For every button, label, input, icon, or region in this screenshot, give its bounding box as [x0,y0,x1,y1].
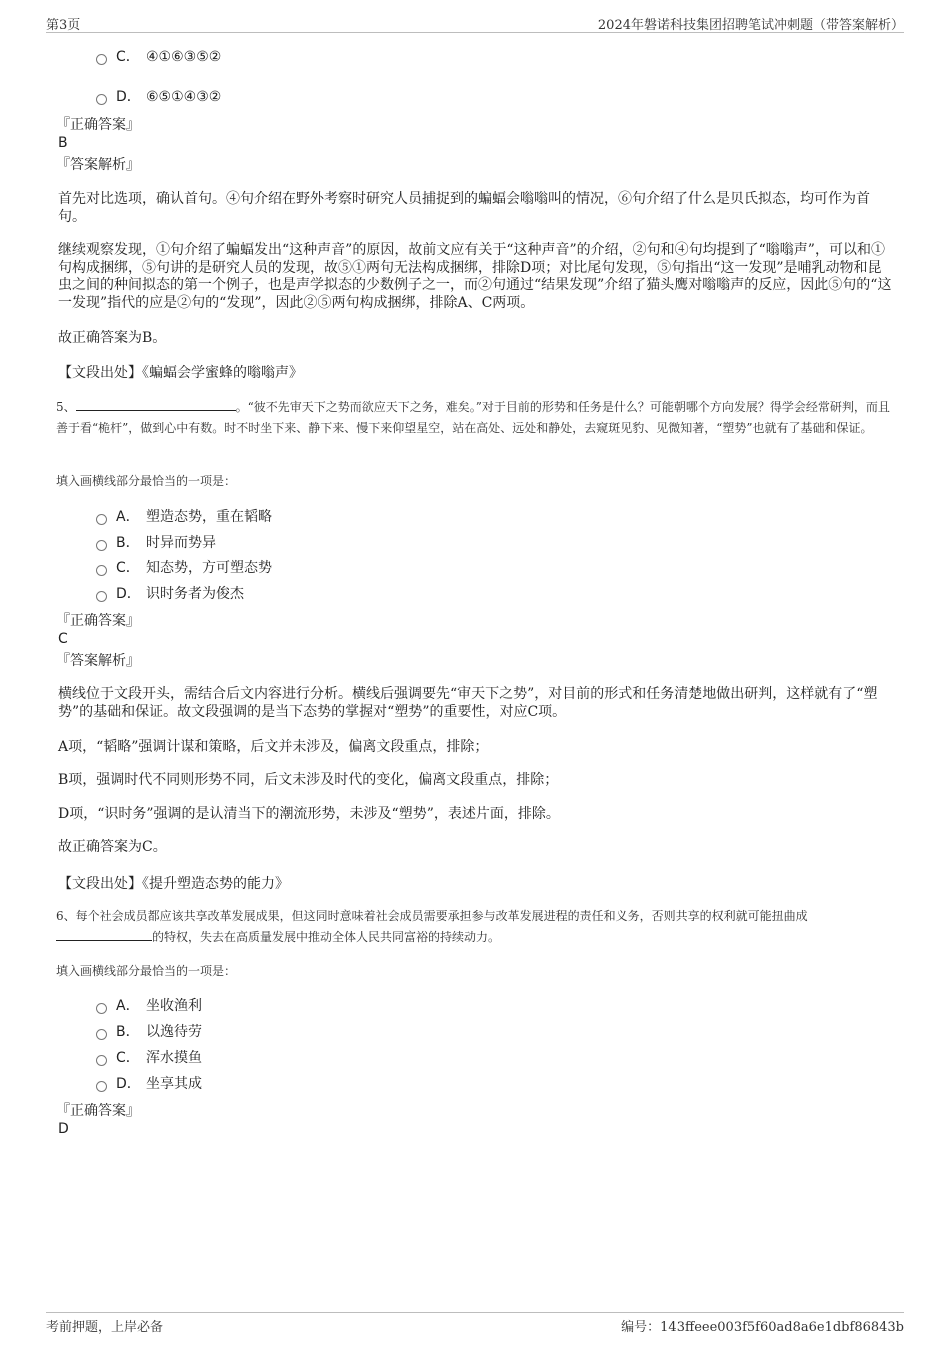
fill-blank [76,398,236,411]
analysis-paragraph: 首先对比选项，确认首句。④句介绍在野外考察时研究人员捕捉到的蝙蝠会嗡嗡叫的情况，⑥句介绍了什么是贝氏拟态，均可作为首句。 [58,191,870,225]
radio-icon[interactable] [96,54,107,65]
q4-option-c[interactable]: C． ④①⑥③⑤② [96,47,221,67]
q6-option-c[interactable]: C． 浑水摸鱼 [96,1048,202,1068]
q6-option-d[interactable]: D． 坐享其成 [96,1074,202,1094]
answer-label: 『正确答案』 [56,117,140,133]
q5-option-a[interactable]: A． 塑造态势，重在韬略 [96,507,272,527]
answer-label: 『正确答案』 [56,1103,140,1119]
question-hint: 填入画横线部分最恰当的一项是： [56,964,237,978]
q5-option-c[interactable]: C． 知态势，方可塑态势 [96,558,272,578]
source-citation: 【文段出处】《提升塑造态势的能力》 [58,876,289,892]
radio-icon[interactable] [96,1003,107,1014]
radio-icon[interactable] [96,1081,107,1092]
question-stem: 6、每个社会成员都应该共享改革发展成果，但这同时意味着社会成员需要承担参与改革发展进程的责任和义务，否则共享的权利就可能扭曲成的特权，失去在高质量发展中推动全体人民共同富裕的持续动力。 [56,909,808,944]
analysis-paragraph: D项，“识时务”强调的是认清当下的潮流形势，未涉及“塑势”，表述片面，排除。 [58,806,560,822]
radio-icon[interactable] [96,1055,107,1066]
q5-option-b[interactable]: B． 时异而势异 [96,533,216,553]
q6-option-b[interactable]: B． 以逸待劳 [96,1022,202,1042]
analysis-conclusion: 故正确答案为B。 [58,330,167,346]
analysis-paragraph: 横线位于文段开头，需结合后文内容进行分析。横线后强调要先“审天下之势”，对目前的形式和任务清楚地做出研判，这样就有了“塑势”的基础和保证。故文段强调的是当下态势的掌握对“塑势”的重要性，对应C项。 [58,686,878,720]
radio-icon[interactable] [96,565,107,576]
analysis-label: 『答案解析』 [56,157,140,173]
answer-value: B [58,135,68,151]
source-citation: 【文段出处】《蝙蝠会学蜜蜂的嗡嗡声》 [58,365,303,381]
q5-option-d[interactable]: D． 识时务者为俊杰 [96,584,244,604]
radio-icon[interactable] [96,591,107,602]
question-stem: 5、 。“彼不先审天下之势而欲应天下之务，难矣。”对于目前的形势和任务是什么？可能朝哪个方向发展？得学会经常研判，而且善于看“桅杆”，做到心中有数。时不时坐下来、静下来、慢下来仰望星空，站在高处、远处和静处，去窥斑见豹、见微知著，“塑势”也就有了基础和保证。 [56,400,890,435]
question-hint: 填入画横线部分最恰当的一项是： [56,474,237,488]
q6-option-a[interactable]: A． 坐收渔利 [96,996,202,1016]
answer-value: D [58,1121,69,1137]
analysis-conclusion: 故正确答案为C。 [58,839,167,855]
analysis-paragraph: A项，“韬略”强调计谋和策略，后文并未涉及，偏离文段重点，排除； [58,739,489,755]
answer-label: 『正确答案』 [56,613,140,629]
analysis-paragraph: B项，强调时代不同则形势不同，后文未涉及时代的变化，偏离文段重点，排除； [58,772,559,788]
answer-value: C [58,631,68,647]
footer-slogan: 考前押题，上岸必备 [46,1320,164,1335]
radio-icon[interactable] [96,1029,107,1040]
page-header [46,14,904,33]
radio-icon[interactable] [96,540,107,551]
fill-blank [56,928,152,941]
radio-icon[interactable] [96,94,107,105]
radio-icon[interactable] [96,514,107,525]
analysis-label: 『答案解析』 [56,653,140,669]
page-footer [46,1312,904,1335]
document-id: 编号：143ffeee003f5f60ad8a6e1dbf86843b [621,1320,904,1335]
q4-option-d[interactable]: D． ⑥⑤①④③② [96,87,221,107]
page-number: 第3页 [46,18,81,33]
document-title: 2024年磐诺科技集团招聘笔试冲刺题（带答案解析） [597,18,904,33]
analysis-paragraph: 继续观察发现，①句介绍了蝙蝠发出“这种声音”的原因，故前文应有关于“这种声音”的介绍，②句和④句均提到了“嗡嗡声”，可以和①句构成捆绑，⑤句讲的是研究人员的发现，故⑤①两句无法构成捆绑，排除D项；对比尾句发现，⑤句指出“这一发现”是哺乳动物和昆虫之间的种间拟态的第一个例子，也是声学拟态的少数例子之一，而②句通过“结果发现”介绍了猫头鹰对嗡嗡声的反应，因此⑤句的“这一发现”指代的应是②句的“发现”，因此②⑤两句构成捆绑，排除A、C两项。 [58,242,892,311]
